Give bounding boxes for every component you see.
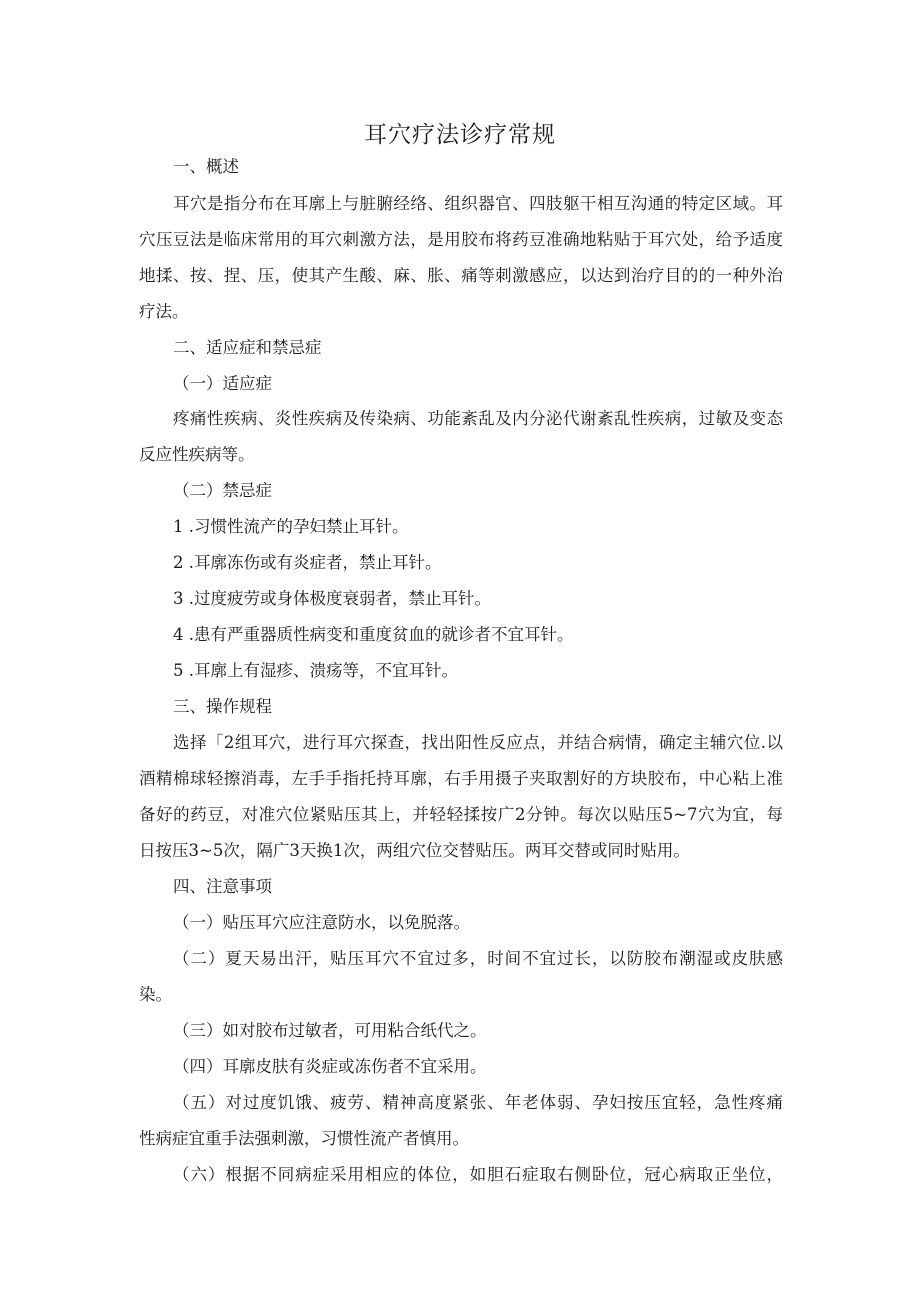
paragraph-line: （六）根据不同病症采用相应的体位，如胆石症取右侧卧位，冠心病取正坐位，	[173, 1165, 783, 1184]
paragraph-line: 选择「2组耳穴，进行耳穴探查，找出阳性反应点，并结合病情，确定主辅穴位.以	[173, 733, 783, 752]
paragraph-line: 二、适应症和禁忌症	[173, 338, 322, 357]
paragraph-line: 染。	[139, 985, 172, 1004]
paragraph-line: 耳穴是指分布在耳廓上与脏腑经络、组织器官、四肢躯干相互沟通的特定区域。耳	[173, 194, 783, 213]
paragraph-line: 穴压豆法是临床常用的耳穴刺激方法，是用胶布将药豆准确地粘贴于耳穴处，给予适度	[139, 230, 783, 249]
paragraph-line: 疼痛性疾病、炎性疾病及传染病、功能紊乱及内分泌代谢紊乱性疾病，过敏及变态	[173, 409, 783, 428]
paragraph-line: 地揉、按、捏、压，使其产生酸、麻、胀、痛等刺激感应，以达到治疗目的的一种外治	[139, 266, 783, 285]
paragraph-line: 2 .耳廓冻伤或有炎症者，禁止耳针。	[173, 553, 442, 572]
paragraph-line: 三、操作规程	[173, 697, 272, 716]
paragraph-line: （二）夏天易出汗，贴压耳穴不宜过多，时间不宜过长，以防胶布潮湿或皮肤感	[173, 949, 783, 968]
paragraph-line: 5 .耳廓上有湿疹、溃疡等，不宜耳针。	[173, 661, 458, 680]
paragraph-line: （一）适应症	[173, 374, 272, 393]
paragraph-line: 一、概述	[173, 157, 239, 176]
paragraph-line: 酒精棉球轻擦消毒，左手手指托持耳廓，右手用摄子夹取割好的方块胶布，中心粘上准	[139, 769, 783, 788]
paragraph-line: （四）耳廓皮肤有炎症或冻伤者不宜采用。	[173, 1057, 487, 1076]
paragraph-line: 4 .患有严重器质性病变和重度贫血的就诊者不宜耳针。	[173, 625, 574, 644]
paragraph-line: 四、注意事项	[173, 877, 272, 896]
paragraph-line: （二）禁忌症	[173, 481, 272, 500]
paragraph-line: （三）如对胶布过敏者，可用粘合纸代之。	[173, 1021, 487, 1040]
paragraph-line: 疗法。	[139, 302, 189, 321]
document-title: 耳穴疗法诊疗常规	[364, 122, 556, 148]
paragraph-line: （一）贴压耳穴应注意防水，以免脱落。	[173, 913, 470, 932]
paragraph-line: 性病症宜重手法强刺激，习惯性流产者慎用。	[139, 1129, 469, 1148]
paragraph-line: 反应性疾病等。	[139, 445, 255, 464]
paragraph-line: 备好的药豆，对准穴位紧贴压其上，并轻轻揉按广2分钟。每次以贴压5~7穴为宜，每	[139, 805, 783, 824]
paragraph-line: （五）对过度饥饿、疲劳、精神高度紧张、年老体弱、孕妇按压宜轻，急性疼痛	[173, 1093, 783, 1112]
paragraph-line: 3 .过度疲劳或身体极度衰弱者，禁止耳针。	[173, 589, 491, 608]
paragraph-line: 1 .习惯性流产的孕妇禁止耳针。	[173, 517, 409, 536]
paragraph-line: 日按压3~5次，隔广3天换1次，两组穴位交替贴压。两耳交替或同时贴用。	[139, 841, 690, 860]
